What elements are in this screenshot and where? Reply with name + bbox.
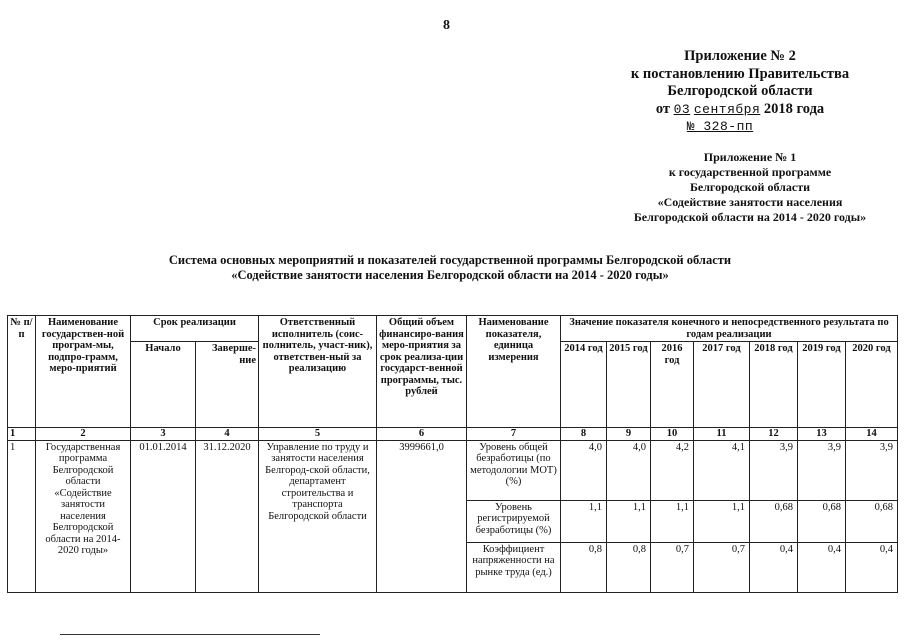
appendix-1-block [600, 150, 900, 225]
date-day: 03 [673, 101, 691, 117]
header-year: 2016 год [651, 342, 694, 428]
col-number: 12 [750, 428, 798, 441]
row-finance: 3999661,0 [377, 440, 467, 592]
indicator-value: 3,9 [846, 440, 898, 500]
indicator-value: 1,1 [561, 500, 607, 542]
document-title-line2: «Содействие занятости населения Белгородской области на 2014 - 2020 годы» [231, 268, 669, 282]
header-executor: Ответственный исполнитель (соис-полнитель, участ-ник), ответствен-ный за реализацию [259, 316, 377, 428]
indicator-name: Уровень регистрируемой безработицы (%) [467, 500, 561, 542]
col-number: 4 [196, 428, 259, 441]
row-end-date: 31.12.2020 [196, 440, 259, 592]
program-table [7, 315, 898, 593]
col-number: 2 [36, 428, 131, 441]
header-values: Значение показателя конечного и непосредственного результата по годам реализации [561, 316, 898, 342]
indicator-value: 1,1 [694, 500, 750, 542]
appendix-1-line3: Белгородской области [689, 180, 811, 194]
indicator-value: 0,8 [561, 542, 607, 592]
row-start-date: 01.01.2014 [131, 440, 196, 592]
col-number: 10 [651, 428, 694, 441]
header-year: 2017 год [694, 342, 750, 428]
indicator-name: Уровень общей безработицы (по методологии МОТ) (%) [467, 440, 561, 500]
header-period: Срок реализации [131, 316, 259, 342]
col-number: 13 [798, 428, 846, 441]
indicator-name: Коэффициент напряженности на рынке труда (ед.) [467, 542, 561, 592]
col-number: 9 [607, 428, 651, 441]
indicator-value: 1,1 [607, 500, 651, 542]
document-title-line1: Система основных мероприятий и показателей государственной программы Белгородской области [168, 253, 732, 267]
indicator-value: 4,1 [694, 440, 750, 500]
indicator-value: 0,7 [651, 542, 694, 592]
indicator-value: 0,4 [846, 542, 898, 592]
page-number: 8 [443, 18, 450, 33]
date-prefix: от [655, 100, 670, 117]
header-year: 2015 год [607, 342, 651, 428]
appendix-1-line4: «Содействие занятости населения [657, 195, 843, 209]
indicator-value: 4,0 [607, 440, 651, 500]
appendix-1-line2: к государственной программе [668, 165, 832, 179]
appendix-2-title: Приложение № 2 [684, 48, 796, 64]
header-year: 2014 год [561, 342, 607, 428]
document-title [100, 253, 800, 283]
row-executor: Управление по труду и занятости населения Белгород-ской области, департамент строительства и транспорта Белгородской области [259, 440, 377, 592]
col-number: 8 [561, 428, 607, 441]
appendix-1-line5: Белгородской области на 2014 - 2020 годы» [633, 210, 867, 224]
indicator-value: 0,68 [798, 500, 846, 542]
indicator-value: 3,9 [798, 440, 846, 500]
header-name: Наименование государствен-ной програм-мы, подпро-грамм, меро-приятий [36, 316, 131, 428]
header-year: 2020 год [846, 342, 898, 428]
indicator-value: 0,7 [694, 542, 750, 592]
row-program-name: Государственная программа Белгородской области «Содействие занятости населения Белгородской области на 2014-2020 годы» [36, 440, 131, 592]
indicator-value: 0,8 [607, 542, 651, 592]
row-num: 1 [8, 440, 36, 592]
appendix-2-line3: Белгородской области [667, 83, 813, 99]
appendix-2-date [600, 101, 880, 119]
col-number: 6 [377, 428, 467, 441]
col-number: 1 [8, 428, 36, 441]
header-start: Начало [131, 342, 196, 428]
date-year: 2018 года [763, 100, 825, 117]
col-number: 3 [131, 428, 196, 441]
indicator-value: 3,9 [750, 440, 798, 500]
header-num: № п/п [8, 316, 36, 428]
column-number-row [8, 428, 898, 441]
bottom-divider [60, 634, 320, 635]
header-year: 2018 год [750, 342, 798, 428]
table-row [8, 440, 898, 500]
indicator-value: 0,4 [798, 542, 846, 592]
appendix-2-number: № 328-пп [686, 119, 754, 134]
header-indicator: Наименование показателя, единица измерения [467, 316, 561, 428]
indicator-value: 1,1 [651, 500, 694, 542]
appendix-2-line2: к постановлению Правительства [630, 65, 850, 82]
header-year: 2019 год [798, 342, 846, 428]
indicator-value: 0,68 [846, 500, 898, 542]
col-number: 14 [846, 428, 898, 441]
appendix-2-block [600, 48, 880, 136]
appendix-1-title: Приложение № 1 [703, 150, 797, 164]
date-month: сентября [693, 101, 761, 117]
col-number: 7 [467, 428, 561, 441]
col-number: 11 [694, 428, 750, 441]
header-end: Заверше-ние [196, 342, 259, 428]
indicator-value: 4,2 [651, 440, 694, 500]
indicator-value: 4,0 [561, 440, 607, 500]
header-finance: Общий объем финансиро-вания меро-приятия за срок реализа-ции государст-венной программы, тыс. рублей [377, 316, 467, 428]
indicator-value: 0,4 [750, 542, 798, 592]
col-number: 5 [259, 428, 377, 441]
indicator-value: 0,68 [750, 500, 798, 542]
